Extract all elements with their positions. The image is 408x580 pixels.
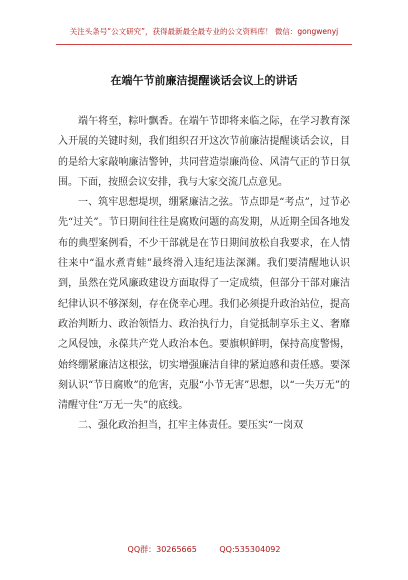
footer-contact [0,544,408,555]
paragraph-intro: 端午将至，粽叶飘香。在端午节即将来临之际，在学习教育深入开展的关键时刻，我们组织召开这次节前廉洁提醒谈话会议，目的是给大家敲响廉洁警钟，共同营造崇廉尚俭、风清气正的节日氛围。下面，按照会议安排，我与大家交流几点意见。 [58,116,350,188]
footer-qq: QQ:535304092 [219,545,281,554]
document-title: 在端午节前廉洁提醒谈话会议上的讲话 [110,74,298,87]
paragraph-section-one: 一、筑牢思想堤坝，绷紧廉洁之弦。节点即是“考点”，过节必先“过关”。节日期间往往是腐败问题的高发期，从近期全国各地发布的典型案例看，不少干部就是在节日期间放松自我要求，在人情往来中“温水煮青蛙”最终滑入违纪违法深渊。我们要清醒地认识到，虽然在党风廉政建设方面取得了一定成绩，但部分干部对廉洁纪律认识不够深刻，存在侥幸心理。我们必须提升政治站位，提高政治判断力、政治领悟力、政治执行力，自觉抵制享乐主义、奢靡之风侵蚀，永葆共产党人政治本色。要旗帜鲜明，保持高度警惕，始终绷紧廉洁这根弦，切实增强廉洁自律的紧迫感和责任感。要深刻认识“节日腐败”的危害，克服“小节无害”思想，以“一失万无”的清醒守住“万无一失”的底线。 [58,197,350,412]
footer-qq-group: QQ群：30265665 [127,545,197,554]
document-body [58,112,350,437]
header-note: 关注头条号“公文研究”，获得最新最全最专业的公文资料库！ 微信：gongwenyj [69,27,339,36]
paragraph-section-two: 二、强化政治担当，扛牢主体责任。要压实“一岗双 [78,420,304,432]
header-divider [56,44,352,45]
